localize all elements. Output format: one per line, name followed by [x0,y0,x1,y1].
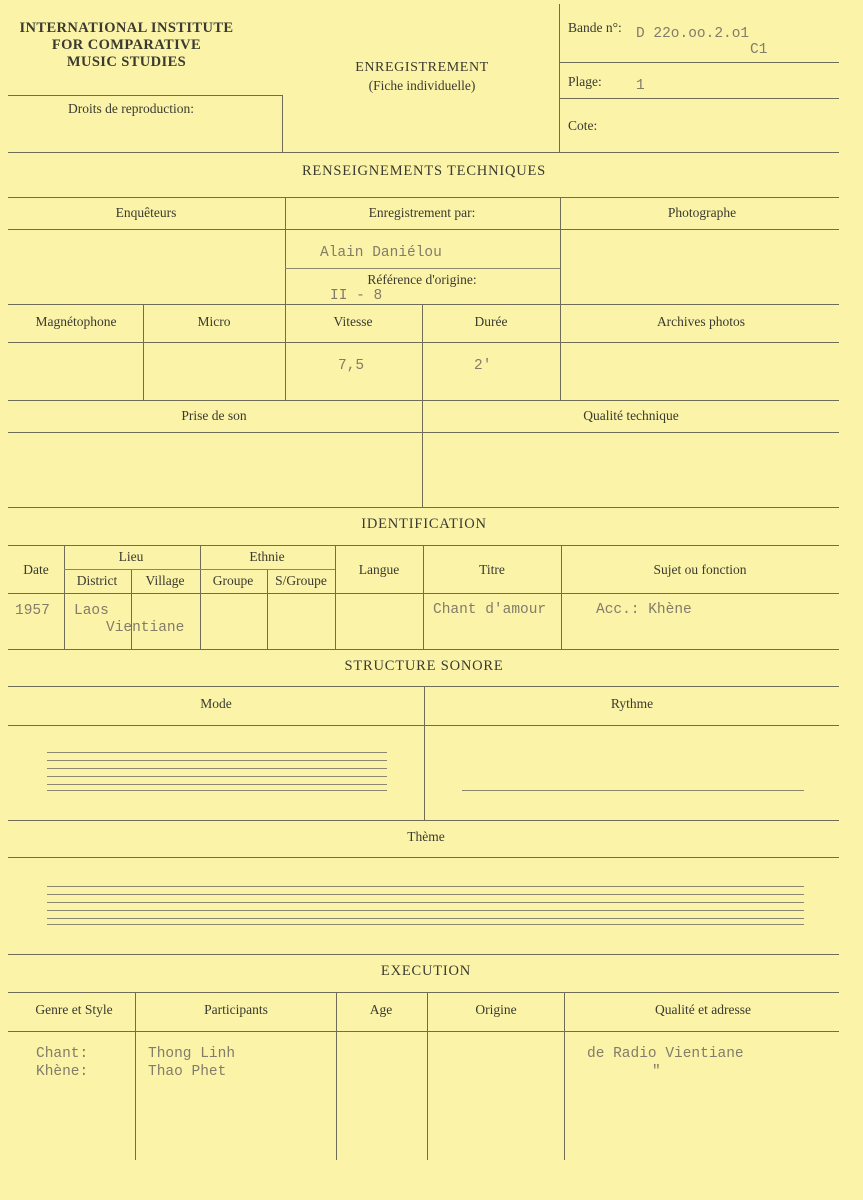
tech-col-2 [285,304,286,400]
technical-line-6 [8,400,839,401]
village-label: Village [145,573,185,588]
technical-line-7 [8,432,839,433]
technical-line-3 [8,229,839,230]
subgroup-label: S/Groupe [275,573,327,588]
id-col-group [267,569,268,649]
technical-title: RENSEIGNEMENTS TECHNIQUES [301,163,547,179]
structure-line-5 [8,857,839,858]
quality-label: Qualité et adresse [655,1002,751,1017]
execution-line-2 [8,992,839,993]
mode-staff-6 [47,790,387,791]
theme-staff-1 [47,886,804,887]
structure-line-3 [8,725,839,726]
tape-value-2: C1 [750,42,768,58]
rights-right-line [282,95,283,152]
tape-value: D 22o.oo.2.o1 [636,26,750,42]
id-col-title [561,545,562,649]
subject-label: Sujet ou fonction [653,562,747,577]
recorded-by-underline [285,268,560,269]
track-label: Plage: [568,74,602,89]
genre-label: Genre et Style [35,1002,113,1017]
identification-bottom-line [8,649,839,650]
duration-label: Durée [474,314,508,329]
participants-label: Participants [204,1002,268,1017]
record-title: ENREGISTREMENT [355,60,489,75]
origin-ref-value: II - 8 [330,288,383,304]
exec-row-1-genre: Chant: [36,1046,89,1062]
photo-archives-label: Archives photos [656,314,746,329]
origin-ref-label: Référence d'origine: [367,272,477,287]
origin-label: Origine [475,1002,517,1017]
theme-staff-2 [47,894,804,895]
execution-title: EXECUTION [380,963,472,979]
exec-col-2 [336,992,337,1160]
language-label: Langue [358,562,400,577]
photographer-label: Photographe [667,205,737,220]
theme-label: Thème [407,829,445,844]
header-right-divider [559,4,560,152]
tape-recorder-label: Magnétophone [35,314,117,329]
execution-line-3 [8,1031,839,1032]
id-col-subgroup [335,545,336,649]
id-subheader-line [64,569,335,570]
theme-staff-5 [47,918,804,919]
mode-staff-5 [47,784,387,785]
structure-line-4 [8,820,839,821]
code-label: Cote: [568,118,598,133]
title-label: Titre [479,562,505,577]
institute-name [4,20,249,71]
date-label: Date [23,562,49,577]
duration-value: 2' [474,358,492,374]
id-header-bottom-line [8,593,839,594]
identification-top-line [8,507,839,508]
speed-label: Vitesse [333,314,373,329]
mode-label: Mode [200,696,232,711]
tape-bottom-line [559,62,839,63]
recorded-by-value: Alain Daniélou [320,245,442,261]
exec-col-1 [135,992,136,1160]
exec-col-3 [427,992,428,1160]
ethnic-label: Ethnie [249,549,285,564]
technical-line-2 [8,197,839,198]
exec-col-4 [564,992,565,1160]
mode-staff-3 [47,768,387,769]
execution-top-line [8,954,839,955]
theme-staff-4 [47,910,804,911]
exec-row-2-quality: " [652,1064,661,1080]
investigators-label: Enquêteurs [115,205,177,220]
mode-staff-1 [47,752,387,753]
technical-line-4 [8,304,839,305]
identification-title: IDENTIFICATION [361,516,487,532]
tape-label: Bande n°: [568,20,622,35]
exec-row-1-participant: Thong Linh [148,1046,236,1062]
group-label: Groupe [212,573,254,588]
title-value: Chant d'amour [433,602,547,618]
exec-row-1-quality: de Radio Vientiane [587,1046,744,1062]
age-label: Age [369,1002,393,1017]
id-col-village [200,545,201,649]
tech-col-4 [560,304,561,400]
exec-row-2-participant: Thao Phet [148,1064,227,1080]
tech-col-3 [422,304,423,400]
place-label: Lieu [118,549,144,564]
rights-label: Droits de reproduction: [68,101,194,116]
technical-div-b [560,197,561,304]
exec-row-2-genre: Khène: [36,1064,89,1080]
id-col-district [131,569,132,649]
rhythm-line [462,790,804,791]
rights-top-line [8,95,282,96]
record-subtitle: (Fiche individuelle) [368,78,476,93]
institute-line-2: FOR COMPARATIVE [51,37,202,53]
capture-divider [422,400,423,507]
tech-col-1 [143,304,144,400]
technical-top-line [8,152,839,153]
mode-staff-4 [47,776,387,777]
technical-line-5 [8,342,839,343]
mode-rhythm-divider [424,686,425,820]
theme-staff-6 [47,924,804,925]
technical-quality-label: Qualité technique [583,408,679,423]
id-col-date [64,545,65,649]
speed-value: 7,5 [338,358,365,374]
subject-value: Acc.: Khène [596,602,692,618]
district-label: District [76,573,118,588]
rhythm-label: Rythme [610,696,654,711]
village-value: Vientiane [106,620,185,636]
theme-staff-3 [47,902,804,903]
district-value: Laos [74,603,109,619]
technical-div-a [285,197,286,304]
institute-line-3: MUSIC STUDIES [66,54,187,70]
sound-capture-label: Prise de son [181,408,247,423]
mode-staff-2 [47,760,387,761]
structure-title: STRUCTURE SONORE [344,658,504,674]
institute-line-1: INTERNATIONAL INSTITUTE [19,20,234,36]
track-bottom-line [559,98,839,99]
date-value: 1957 [15,603,50,619]
id-col-language [423,545,424,649]
micro-label: Micro [197,314,231,329]
track-value: 1 [636,78,645,94]
recorded-by-label: Enregistrement par: [368,205,476,220]
